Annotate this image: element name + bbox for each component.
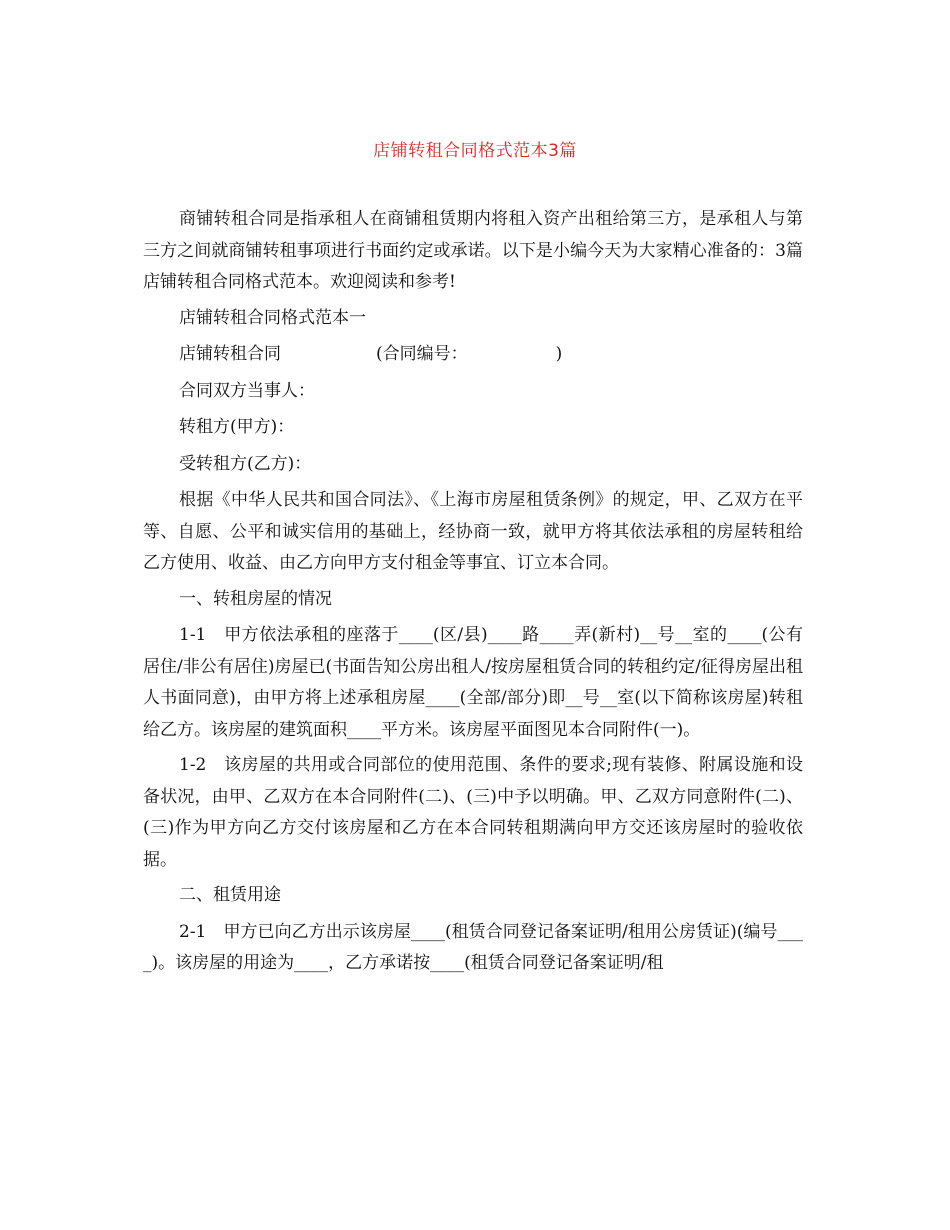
clause-1-2: 1-2 该房屋的共用或合同部位的使用范围、条件的要求;现有装修、附属设施和设备状况，由甲、乙双方在本合同附件(二)、(三)中予以明确。甲、乙双方同意附件(二)、(三)作为甲方向乙方交付该房屋和乙方在本合同转租期满向甲方交还该房屋时的验收依据。 [143,755,803,870]
heading-2: 二、租赁用途 [179,885,281,905]
party-b-label: 受转租方(乙方)： [179,453,312,474]
document-body [143,204,803,984]
section-title: 店铺转租合同格式范本一 [179,307,366,328]
preamble-paragraph: 根据《中华人民共和国合同法》、《上海市房屋租赁条例》的规定，甲、乙双方在平等、自愿、公平和诚实信用的基础上，经协商一致，就甲方将其依法承租的房屋转租给乙方使用、收益、由乙方向甲方支付租金等事宜、订立本合同。 [143,490,803,573]
document-title: 店铺转租合同格式范本3篇 [373,141,577,161]
intro-paragraph: 商铺转租合同是指承租人在商铺租赁期内将租入资产出租给第三方，是承租人与第三方之间就商铺转租事项进行书面约定或承诺。以下是小编今天为大家精心准备的：3篇店铺转租合同格式范本。欢迎阅读和参考! [143,209,803,292]
parties-label: 合同双方当事人： [179,380,315,401]
contract-header-line [143,339,803,371]
contract-number-close: ) [555,344,563,364]
contract-name: 店铺转租合同 [179,344,281,364]
party-a-label: 转租方(甲方)： [179,417,295,437]
clause-2-1: 2-1 甲方已向乙方出示该房屋____(租赁合同登记备案证明/租用公房赁证)(编号____)。该房屋的用途为____，乙方承诺按____(租赁合同登记备案证明/租 [143,921,803,973]
contract-number-label: (合同编号： [376,344,468,364]
heading-1: 一、转租房屋的情况 [179,588,332,609]
clause-1-1: 1-1 甲方依法承租的座落于____(区/县)____路____弄(新村)__号__室的____(公有居住/非公有居住)房屋已(书面告知公房出租人/按房屋租赁合同的转租约定/征得房屋出租人书面同意)，由甲方将上述承租房屋____(全部/部分)即__号__室(以下简称该房屋)转租给乙方。该房屋的建筑面积____平方米。该房屋平面图见本合同附件(一)。 [143,625,803,740]
